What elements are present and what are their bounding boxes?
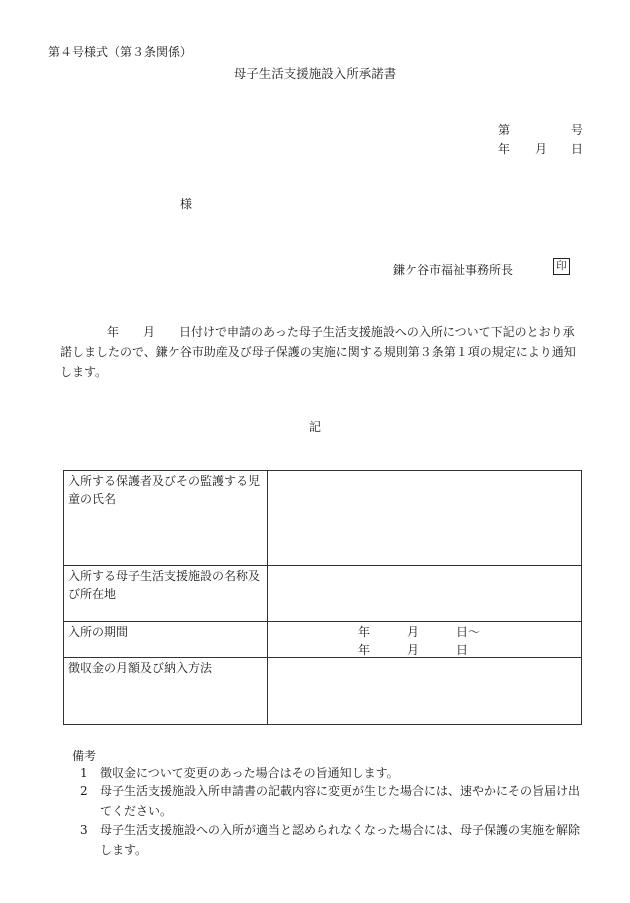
row-value-guardian-children[interactable] [268, 471, 582, 566]
row-label-fee: 徴収金の月額及び納入方法 [64, 658, 268, 725]
seal-mark: 印 [553, 258, 570, 275]
table-row [64, 658, 582, 725]
note-number: 2 [80, 784, 88, 798]
period-end [268, 641, 582, 659]
body-paragraph [60, 322, 588, 382]
body-line: 諾しましたので、鎌ケ谷市助産及び母子保護の実施に関する規則第３条第１項の規定により通知 [60, 345, 576, 359]
note-text: 母子生活支援施設入所申請書の記載内容に変更が生じた場合には、速やかにその旨届け出てください。 [100, 784, 581, 818]
row-value-fee[interactable] [268, 658, 582, 725]
row-label-period: 入所の期間 [64, 622, 268, 658]
table-row [64, 566, 582, 622]
period-end-month: 月 [407, 643, 420, 657]
row-label-facility: 入所する母子生活支援施設の名称及び所在地 [64, 566, 268, 622]
table-row [64, 471, 582, 566]
note-item [80, 781, 590, 821]
period-end-year: 年 [358, 643, 371, 657]
note-item [80, 820, 590, 860]
note-text: 徴収金について変更のあった場合はその旨通知します。 [100, 766, 399, 780]
body-line: 年 月 日付けで申請のあった母子生活支援施設への入所について下記のとおり承 [107, 325, 575, 339]
note-number: 3 [80, 823, 88, 837]
doc-number-suffix: 号 [571, 123, 584, 137]
row-label-guardian-children: 入所する保護者及びその監護する児童の氏名 [64, 471, 268, 566]
period-start [268, 623, 582, 641]
note-item [80, 763, 590, 783]
notes-title: 備考 [72, 749, 97, 763]
note-number: 1 [80, 766, 88, 780]
row-value-period[interactable] [268, 622, 582, 658]
addressee-honorific: 様 [180, 197, 193, 211]
table-row [64, 622, 582, 658]
document-title: 母子生活支援施設入所承諾書 [233, 66, 397, 81]
doc-number-prefix: 第 [498, 123, 511, 137]
period-start-month: 月 [407, 625, 420, 639]
issuer-name: 鎌ケ谷市福祉事務所長 [393, 263, 514, 277]
period-end-day: 日 [456, 643, 469, 657]
form-number: 第４号様式（第３条関係） [48, 45, 193, 59]
note-text: 母子生活支援施設への入所が適当と認められなくなった場合には、母子保護の実施を解除します。 [100, 823, 581, 857]
period-start-year: 年 [358, 625, 371, 639]
body-line: します。 [60, 365, 108, 379]
ki-heading: 記 [308, 420, 321, 434]
period-start-day: 日～ [456, 625, 481, 639]
details-table [63, 470, 582, 725]
date-day-label: 日 [571, 142, 584, 156]
date-month-label: 月 [535, 142, 548, 156]
date-year-label: 年 [498, 142, 511, 156]
row-value-facility[interactable] [268, 566, 582, 622]
